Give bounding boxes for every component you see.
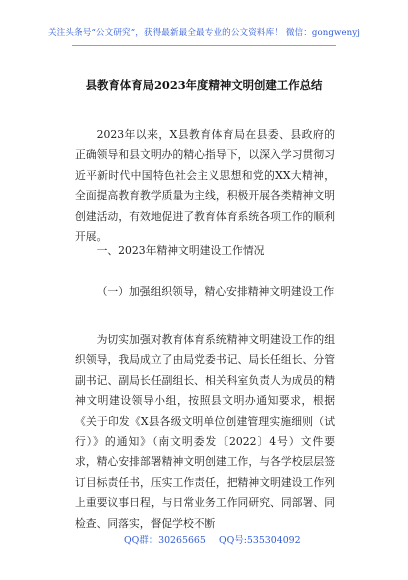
footer-qq-number: QQ号:535304092: [219, 535, 301, 546]
intro-paragraph: 2023年以来，X县教育体育局在县委、县政府的正确领导和县文明办的精心指导下，以深入学习贯彻习近平新时代中国特色社会主义思想和党的XX大精神，全面提高教育教学质量为主线，积极开展各类精神文明创建活动，有效地促进了教育体育系统各项工作的顺利开展。: [75, 128, 335, 244]
section-heading: 一、2023年精神文明建设工作情况: [96, 244, 265, 257]
footer-qq-group: QQ群：30265665: [124, 535, 206, 546]
document-title: 县教育体育局2023年度精神文明创建工作总结: [85, 78, 323, 92]
header-divider: [72, 45, 336, 46]
header-promo-note: 关注头条号“公文研究”，获得最新最全最专业的公文资料库！ 微信：gongwenyj: [47, 28, 361, 38]
body-paragraph: 为切实加强对教育体育系统精神文明建设工作的组织领导，我局成立了由局党委书记、局长任组长、分管副书记、副局长任副组长、相关科室负责人为成员的精神文明建设领导小组，按照县文明办通知要求，根据《关于印发《X县各级文明单位创建管理实施细则（试行）》的通知》（南文明委发〔2022〕4号）文件要求，精心安排部署精神文明创建工作，与各学校层层签订目标责任书，压实工作责任，把精神文明建设工作列上重要议事日程，与日常业务工作同研究、同部署、同检查、同落实，督促学校不断: [75, 333, 335, 530]
subsection-heading: （一）加强组织领导，精心安排精神文明建设工作: [96, 285, 335, 298]
